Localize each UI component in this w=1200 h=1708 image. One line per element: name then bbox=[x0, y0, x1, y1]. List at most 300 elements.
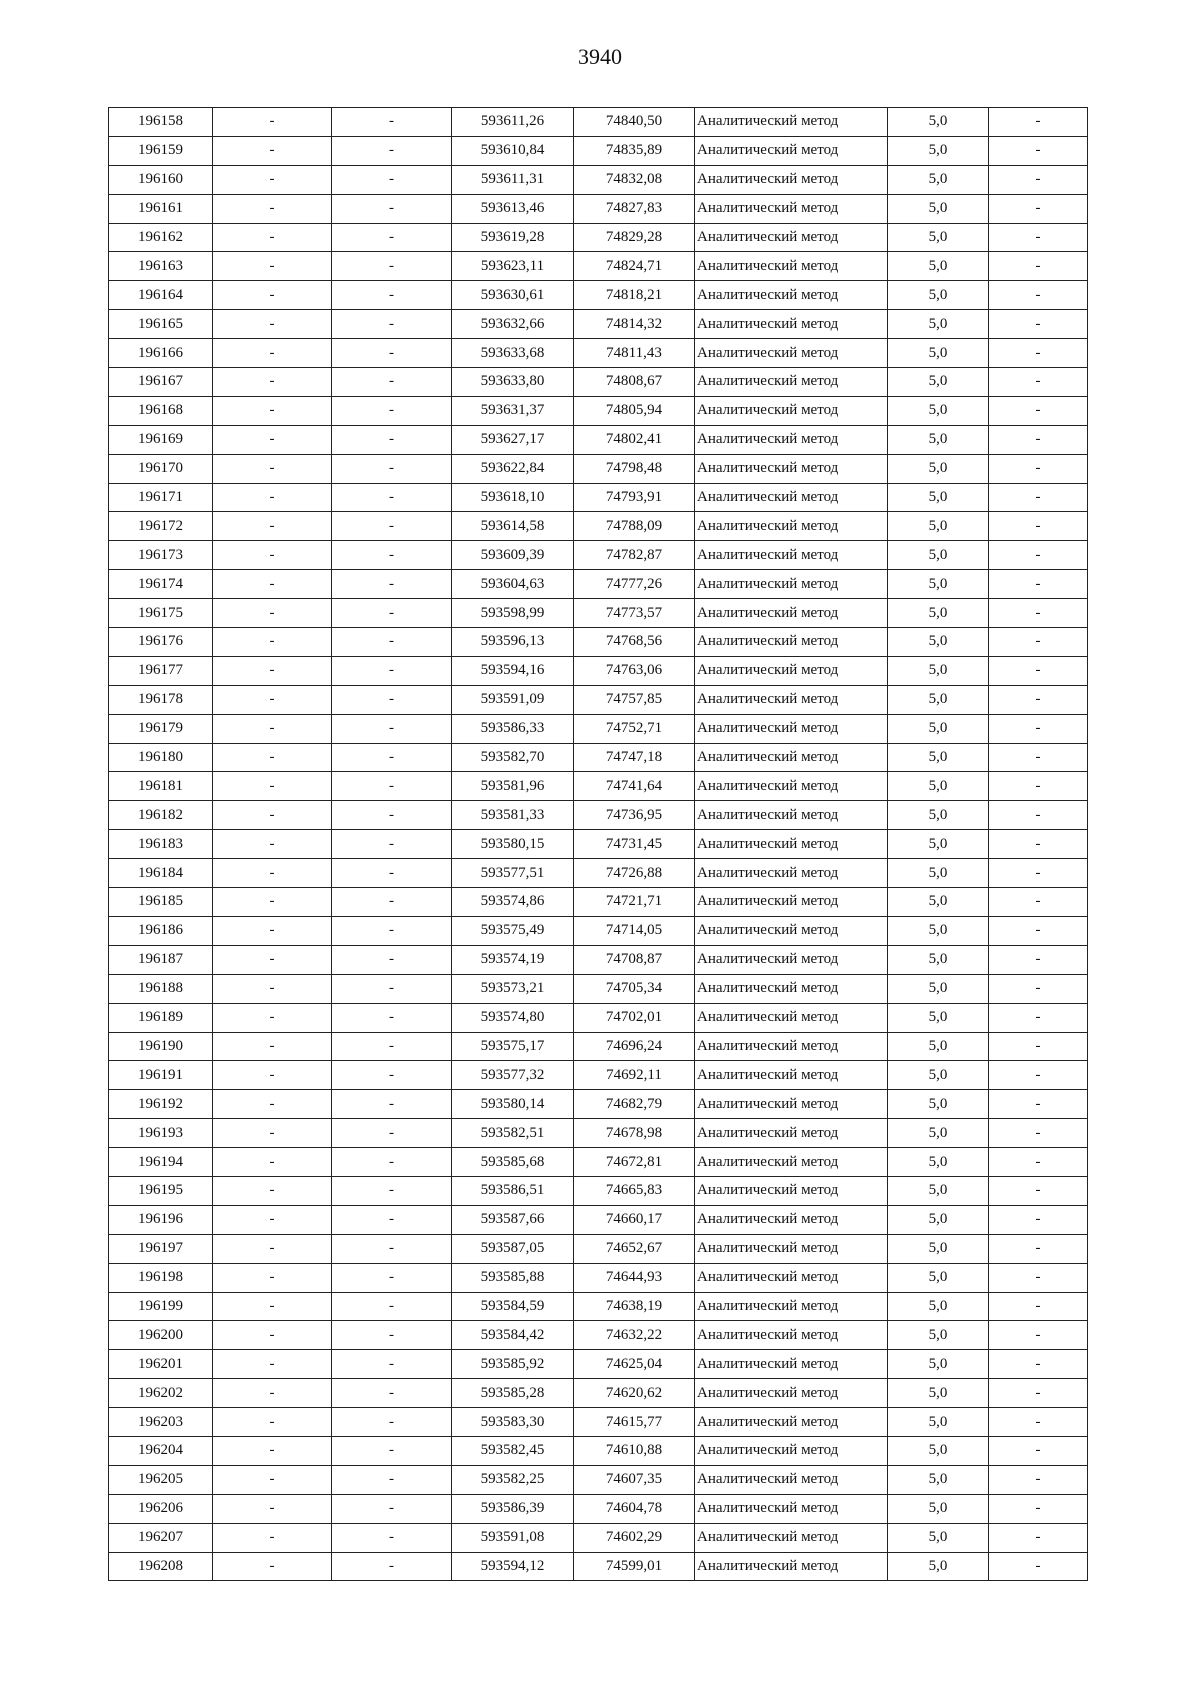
coordinate-y-cell: 74731,45 bbox=[574, 830, 695, 859]
coordinate-x-cell: 593584,59 bbox=[452, 1292, 574, 1321]
coordinate-y-cell: 74615,77 bbox=[574, 1408, 695, 1437]
method-cell: Аналитический метод bbox=[695, 136, 888, 165]
accuracy-cell: 5,0 bbox=[888, 1552, 989, 1581]
coordinate-x-cell: 593585,88 bbox=[452, 1263, 574, 1292]
empty-value-cell: - bbox=[213, 165, 332, 194]
point-number-cell: 196206 bbox=[109, 1494, 213, 1523]
coordinate-x-cell: 593614,58 bbox=[452, 512, 574, 541]
table-row bbox=[109, 628, 1088, 657]
accuracy-cell: 5,0 bbox=[888, 714, 989, 743]
table-row bbox=[109, 945, 1088, 974]
accuracy-cell: 5,0 bbox=[888, 1003, 989, 1032]
method-cell: Аналитический метод bbox=[695, 281, 888, 310]
point-number-cell: 196188 bbox=[109, 974, 213, 1003]
point-number-cell: 196189 bbox=[109, 1003, 213, 1032]
point-number-cell: 196205 bbox=[109, 1465, 213, 1494]
method-cell: Аналитический метод bbox=[695, 1408, 888, 1437]
coordinate-x-cell: 593581,96 bbox=[452, 772, 574, 801]
table-row bbox=[109, 425, 1088, 454]
coordinate-y-cell: 74625,04 bbox=[574, 1350, 695, 1379]
empty-value-cell: - bbox=[989, 396, 1088, 425]
table-row bbox=[109, 1321, 1088, 1350]
coordinate-x-cell: 593573,21 bbox=[452, 974, 574, 1003]
accuracy-cell: 5,0 bbox=[888, 165, 989, 194]
empty-value-cell: - bbox=[213, 656, 332, 685]
empty-value-cell: - bbox=[213, 743, 332, 772]
accuracy-cell: 5,0 bbox=[888, 570, 989, 599]
accuracy-cell: 5,0 bbox=[888, 1408, 989, 1437]
coordinate-y-cell: 74604,78 bbox=[574, 1494, 695, 1523]
empty-value-cell: - bbox=[989, 830, 1088, 859]
point-number-cell: 196196 bbox=[109, 1205, 213, 1234]
accuracy-cell: 5,0 bbox=[888, 1148, 989, 1177]
empty-value-cell: - bbox=[332, 1379, 452, 1408]
empty-value-cell: - bbox=[989, 541, 1088, 570]
coordinate-x-cell: 593591,08 bbox=[452, 1523, 574, 1552]
coordinate-y-cell: 74752,71 bbox=[574, 714, 695, 743]
accuracy-cell: 5,0 bbox=[888, 830, 989, 859]
coordinate-x-cell: 593575,49 bbox=[452, 916, 574, 945]
method-cell: Аналитический метод bbox=[695, 888, 888, 917]
empty-value-cell: - bbox=[989, 368, 1088, 397]
table-row bbox=[109, 1234, 1088, 1263]
empty-value-cell: - bbox=[332, 1523, 452, 1552]
coordinate-x-cell: 593633,80 bbox=[452, 368, 574, 397]
empty-value-cell: - bbox=[989, 656, 1088, 685]
accuracy-cell: 5,0 bbox=[888, 1523, 989, 1552]
empty-value-cell: - bbox=[213, 888, 332, 917]
empty-value-cell: - bbox=[213, 194, 332, 223]
point-number-cell: 196197 bbox=[109, 1234, 213, 1263]
empty-value-cell: - bbox=[989, 859, 1088, 888]
point-number-cell: 196195 bbox=[109, 1176, 213, 1205]
accuracy-cell: 5,0 bbox=[888, 888, 989, 917]
accuracy-cell: 5,0 bbox=[888, 685, 989, 714]
point-number-cell: 196158 bbox=[109, 108, 213, 137]
table-row bbox=[109, 310, 1088, 339]
accuracy-cell: 5,0 bbox=[888, 310, 989, 339]
table-row bbox=[109, 339, 1088, 368]
accuracy-cell: 5,0 bbox=[888, 801, 989, 830]
coordinate-x-cell: 593585,68 bbox=[452, 1148, 574, 1177]
coordinate-y-cell: 74741,64 bbox=[574, 772, 695, 801]
point-number-cell: 196176 bbox=[109, 628, 213, 657]
empty-value-cell: - bbox=[332, 1061, 452, 1090]
empty-value-cell: - bbox=[989, 685, 1088, 714]
table-row bbox=[109, 1523, 1088, 1552]
table-row bbox=[109, 656, 1088, 685]
empty-value-cell: - bbox=[332, 772, 452, 801]
empty-value-cell: - bbox=[989, 223, 1088, 252]
point-number-cell: 196172 bbox=[109, 512, 213, 541]
coordinate-x-cell: 593594,16 bbox=[452, 656, 574, 685]
method-cell: Аналитический метод bbox=[695, 1523, 888, 1552]
empty-value-cell: - bbox=[989, 425, 1088, 454]
empty-value-cell: - bbox=[213, 1552, 332, 1581]
empty-value-cell: - bbox=[989, 252, 1088, 281]
coordinate-x-cell: 593580,15 bbox=[452, 830, 574, 859]
coordinate-y-cell: 74814,32 bbox=[574, 310, 695, 339]
point-number-cell: 196179 bbox=[109, 714, 213, 743]
accuracy-cell: 5,0 bbox=[888, 743, 989, 772]
method-cell: Аналитический метод bbox=[695, 512, 888, 541]
method-cell: Аналитический метод bbox=[695, 310, 888, 339]
point-number-cell: 196185 bbox=[109, 888, 213, 917]
empty-value-cell: - bbox=[989, 1436, 1088, 1465]
accuracy-cell: 5,0 bbox=[888, 1032, 989, 1061]
method-cell: Аналитический метод bbox=[695, 656, 888, 685]
accuracy-cell: 5,0 bbox=[888, 1379, 989, 1408]
coordinate-y-cell: 74620,62 bbox=[574, 1379, 695, 1408]
coordinate-x-cell: 593609,39 bbox=[452, 541, 574, 570]
coordinate-x-cell: 593586,51 bbox=[452, 1176, 574, 1205]
empty-value-cell: - bbox=[989, 1003, 1088, 1032]
point-number-cell: 196170 bbox=[109, 454, 213, 483]
coordinate-y-cell: 74829,28 bbox=[574, 223, 695, 252]
table-row bbox=[109, 1436, 1088, 1465]
empty-value-cell: - bbox=[989, 772, 1088, 801]
coordinate-y-cell: 74652,67 bbox=[574, 1234, 695, 1263]
coordinate-y-cell: 74678,98 bbox=[574, 1119, 695, 1148]
empty-value-cell: - bbox=[332, 1032, 452, 1061]
method-cell: Аналитический метод bbox=[695, 1465, 888, 1494]
method-cell: Аналитический метод bbox=[695, 772, 888, 801]
empty-value-cell: - bbox=[332, 656, 452, 685]
coordinate-x-cell: 593582,51 bbox=[452, 1119, 574, 1148]
coordinate-y-cell: 74602,29 bbox=[574, 1523, 695, 1552]
coordinate-x-cell: 593630,61 bbox=[452, 281, 574, 310]
empty-value-cell: - bbox=[213, 801, 332, 830]
empty-value-cell: - bbox=[332, 945, 452, 974]
accuracy-cell: 5,0 bbox=[888, 1061, 989, 1090]
empty-value-cell: - bbox=[213, 714, 332, 743]
table-row bbox=[109, 1003, 1088, 1032]
coordinate-y-cell: 74607,35 bbox=[574, 1465, 695, 1494]
method-cell: Аналитический метод bbox=[695, 1436, 888, 1465]
empty-value-cell: - bbox=[989, 454, 1088, 483]
empty-value-cell: - bbox=[332, 1263, 452, 1292]
point-number-cell: 196166 bbox=[109, 339, 213, 368]
empty-value-cell: - bbox=[989, 888, 1088, 917]
empty-value-cell: - bbox=[332, 1321, 452, 1350]
empty-value-cell: - bbox=[989, 945, 1088, 974]
coordinates-table bbox=[108, 107, 1088, 1581]
point-number-cell: 196178 bbox=[109, 685, 213, 714]
method-cell: Аналитический метод bbox=[695, 1176, 888, 1205]
coordinate-y-cell: 74773,57 bbox=[574, 599, 695, 628]
point-number-cell: 196169 bbox=[109, 425, 213, 454]
accuracy-cell: 5,0 bbox=[888, 974, 989, 1003]
coordinate-y-cell: 74599,01 bbox=[574, 1552, 695, 1581]
coordinate-y-cell: 74702,01 bbox=[574, 1003, 695, 1032]
accuracy-cell: 5,0 bbox=[888, 1234, 989, 1263]
accuracy-cell: 5,0 bbox=[888, 1119, 989, 1148]
point-number-cell: 196202 bbox=[109, 1379, 213, 1408]
coordinate-x-cell: 593587,05 bbox=[452, 1234, 574, 1263]
method-cell: Аналитический метод bbox=[695, 685, 888, 714]
empty-value-cell: - bbox=[989, 1061, 1088, 1090]
method-cell: Аналитический метод bbox=[695, 252, 888, 281]
empty-value-cell: - bbox=[332, 1494, 452, 1523]
point-number-cell: 196165 bbox=[109, 310, 213, 339]
empty-value-cell: - bbox=[989, 1119, 1088, 1148]
empty-value-cell: - bbox=[213, 1148, 332, 1177]
table-row bbox=[109, 1465, 1088, 1494]
point-number-cell: 196184 bbox=[109, 859, 213, 888]
empty-value-cell: - bbox=[989, 570, 1088, 599]
accuracy-cell: 5,0 bbox=[888, 1176, 989, 1205]
empty-value-cell: - bbox=[989, 310, 1088, 339]
method-cell: Аналитический метод bbox=[695, 916, 888, 945]
method-cell: Аналитический метод bbox=[695, 599, 888, 628]
point-number-cell: 196198 bbox=[109, 1263, 213, 1292]
coordinate-x-cell: 593585,92 bbox=[452, 1350, 574, 1379]
point-number-cell: 196190 bbox=[109, 1032, 213, 1061]
accuracy-cell: 5,0 bbox=[888, 1205, 989, 1234]
coordinate-y-cell: 74811,43 bbox=[574, 339, 695, 368]
coordinate-x-cell: 593574,86 bbox=[452, 888, 574, 917]
coordinate-x-cell: 593575,17 bbox=[452, 1032, 574, 1061]
empty-value-cell: - bbox=[989, 1263, 1088, 1292]
coordinate-y-cell: 74840,50 bbox=[574, 108, 695, 137]
empty-value-cell: - bbox=[332, 310, 452, 339]
table-row bbox=[109, 714, 1088, 743]
coordinate-x-cell: 593574,19 bbox=[452, 945, 574, 974]
accuracy-cell: 5,0 bbox=[888, 368, 989, 397]
coordinate-y-cell: 74788,09 bbox=[574, 512, 695, 541]
point-number-cell: 196203 bbox=[109, 1408, 213, 1437]
empty-value-cell: - bbox=[989, 714, 1088, 743]
empty-value-cell: - bbox=[213, 1090, 332, 1119]
table-row bbox=[109, 1090, 1088, 1119]
empty-value-cell: - bbox=[332, 1205, 452, 1234]
method-cell: Аналитический метод bbox=[695, 165, 888, 194]
accuracy-cell: 5,0 bbox=[888, 396, 989, 425]
coordinate-y-cell: 74757,85 bbox=[574, 685, 695, 714]
empty-value-cell: - bbox=[213, 1263, 332, 1292]
empty-value-cell: - bbox=[213, 1465, 332, 1494]
method-cell: Аналитический метод bbox=[695, 974, 888, 1003]
coordinate-y-cell: 74638,19 bbox=[574, 1292, 695, 1321]
method-cell: Аналитический метод bbox=[695, 108, 888, 137]
accuracy-cell: 5,0 bbox=[888, 916, 989, 945]
method-cell: Аналитический метод bbox=[695, 1148, 888, 1177]
coordinate-x-cell: 593584,42 bbox=[452, 1321, 574, 1350]
table-row bbox=[109, 483, 1088, 512]
empty-value-cell: - bbox=[213, 483, 332, 512]
empty-value-cell: - bbox=[989, 1465, 1088, 1494]
empty-value-cell: - bbox=[989, 1292, 1088, 1321]
table-row bbox=[109, 1350, 1088, 1379]
table-row bbox=[109, 1552, 1088, 1581]
empty-value-cell: - bbox=[989, 1032, 1088, 1061]
accuracy-cell: 5,0 bbox=[888, 339, 989, 368]
empty-value-cell: - bbox=[332, 1350, 452, 1379]
table-row bbox=[109, 743, 1088, 772]
empty-value-cell: - bbox=[332, 368, 452, 397]
coordinate-y-cell: 74798,48 bbox=[574, 454, 695, 483]
point-number-cell: 196186 bbox=[109, 916, 213, 945]
coordinate-x-cell: 593611,31 bbox=[452, 165, 574, 194]
empty-value-cell: - bbox=[989, 916, 1088, 945]
table-row bbox=[109, 599, 1088, 628]
empty-value-cell: - bbox=[332, 801, 452, 830]
coordinate-x-cell: 593611,26 bbox=[452, 108, 574, 137]
point-number-cell: 196193 bbox=[109, 1119, 213, 1148]
point-number-cell: 196174 bbox=[109, 570, 213, 599]
method-cell: Аналитический метод bbox=[695, 1350, 888, 1379]
table-row bbox=[109, 1176, 1088, 1205]
point-number-cell: 196177 bbox=[109, 656, 213, 685]
empty-value-cell: - bbox=[332, 108, 452, 137]
method-cell: Аналитический метод bbox=[695, 425, 888, 454]
empty-value-cell: - bbox=[332, 1465, 452, 1494]
table-row bbox=[109, 1032, 1088, 1061]
method-cell: Аналитический метод bbox=[695, 483, 888, 512]
method-cell: Аналитический метод bbox=[695, 1321, 888, 1350]
empty-value-cell: - bbox=[332, 916, 452, 945]
empty-value-cell: - bbox=[213, 541, 332, 570]
point-number-cell: 196182 bbox=[109, 801, 213, 830]
coordinate-y-cell: 74705,34 bbox=[574, 974, 695, 1003]
empty-value-cell: - bbox=[213, 685, 332, 714]
empty-value-cell: - bbox=[332, 1408, 452, 1437]
method-cell: Аналитический метод bbox=[695, 859, 888, 888]
coordinate-y-cell: 74802,41 bbox=[574, 425, 695, 454]
empty-value-cell: - bbox=[332, 685, 452, 714]
point-number-cell: 196161 bbox=[109, 194, 213, 223]
coordinate-y-cell: 74736,95 bbox=[574, 801, 695, 830]
empty-value-cell: - bbox=[213, 396, 332, 425]
empty-value-cell: - bbox=[332, 1552, 452, 1581]
empty-value-cell: - bbox=[989, 1408, 1088, 1437]
table-row bbox=[109, 570, 1088, 599]
empty-value-cell: - bbox=[213, 108, 332, 137]
coordinate-x-cell: 593581,33 bbox=[452, 801, 574, 830]
coordinate-x-cell: 593577,51 bbox=[452, 859, 574, 888]
accuracy-cell: 5,0 bbox=[888, 541, 989, 570]
method-cell: Аналитический метод bbox=[695, 570, 888, 599]
accuracy-cell: 5,0 bbox=[888, 1465, 989, 1494]
accuracy-cell: 5,0 bbox=[888, 1436, 989, 1465]
empty-value-cell: - bbox=[213, 570, 332, 599]
method-cell: Аналитический метод bbox=[695, 628, 888, 657]
method-cell: Аналитический метод bbox=[695, 714, 888, 743]
table-row bbox=[109, 1205, 1088, 1234]
method-cell: Аналитический метод bbox=[695, 454, 888, 483]
empty-value-cell: - bbox=[213, 916, 332, 945]
point-number-cell: 196204 bbox=[109, 1436, 213, 1465]
coordinate-x-cell: 593613,46 bbox=[452, 194, 574, 223]
empty-value-cell: - bbox=[989, 136, 1088, 165]
accuracy-cell: 5,0 bbox=[888, 656, 989, 685]
empty-value-cell: - bbox=[332, 281, 452, 310]
empty-value-cell: - bbox=[332, 1090, 452, 1119]
coordinate-y-cell: 74747,18 bbox=[574, 743, 695, 772]
coordinate-x-cell: 593587,66 bbox=[452, 1205, 574, 1234]
empty-value-cell: - bbox=[213, 1292, 332, 1321]
empty-value-cell: - bbox=[213, 1436, 332, 1465]
method-cell: Аналитический метод bbox=[695, 945, 888, 974]
empty-value-cell: - bbox=[213, 628, 332, 657]
table-row bbox=[109, 830, 1088, 859]
table-row bbox=[109, 859, 1088, 888]
coordinate-y-cell: 74835,89 bbox=[574, 136, 695, 165]
accuracy-cell: 5,0 bbox=[888, 859, 989, 888]
coordinate-y-cell: 74708,87 bbox=[574, 945, 695, 974]
coordinate-y-cell: 74660,17 bbox=[574, 1205, 695, 1234]
empty-value-cell: - bbox=[989, 628, 1088, 657]
method-cell: Аналитический метод bbox=[695, 1552, 888, 1581]
point-number-cell: 196194 bbox=[109, 1148, 213, 1177]
empty-value-cell: - bbox=[213, 454, 332, 483]
table-row bbox=[109, 916, 1088, 945]
coordinate-x-cell: 593610,84 bbox=[452, 136, 574, 165]
point-number-cell: 196159 bbox=[109, 136, 213, 165]
table-row bbox=[109, 165, 1088, 194]
method-cell: Аналитический метод bbox=[695, 801, 888, 830]
coordinate-y-cell: 74805,94 bbox=[574, 396, 695, 425]
method-cell: Аналитический метод bbox=[695, 830, 888, 859]
empty-value-cell: - bbox=[213, 368, 332, 397]
table-row bbox=[109, 1408, 1088, 1437]
table-row bbox=[109, 396, 1088, 425]
empty-value-cell: - bbox=[332, 396, 452, 425]
empty-value-cell: - bbox=[989, 1523, 1088, 1552]
point-number-cell: 196167 bbox=[109, 368, 213, 397]
coordinate-y-cell: 74793,91 bbox=[574, 483, 695, 512]
accuracy-cell: 5,0 bbox=[888, 1350, 989, 1379]
method-cell: Аналитический метод bbox=[695, 223, 888, 252]
empty-value-cell: - bbox=[332, 1148, 452, 1177]
empty-value-cell: - bbox=[213, 1119, 332, 1148]
empty-value-cell: - bbox=[213, 1032, 332, 1061]
accuracy-cell: 5,0 bbox=[888, 281, 989, 310]
empty-value-cell: - bbox=[213, 252, 332, 281]
table-row bbox=[109, 1263, 1088, 1292]
coordinate-x-cell: 593618,10 bbox=[452, 483, 574, 512]
empty-value-cell: - bbox=[332, 628, 452, 657]
table-row bbox=[109, 223, 1088, 252]
table-row bbox=[109, 1379, 1088, 1408]
empty-value-cell: - bbox=[213, 425, 332, 454]
method-cell: Аналитический метод bbox=[695, 339, 888, 368]
table-row bbox=[109, 512, 1088, 541]
coordinate-y-cell: 74696,24 bbox=[574, 1032, 695, 1061]
empty-value-cell: - bbox=[213, 1176, 332, 1205]
table-row bbox=[109, 281, 1088, 310]
coordinate-x-cell: 593632,66 bbox=[452, 310, 574, 339]
method-cell: Аналитический метод bbox=[695, 194, 888, 223]
coordinate-y-cell: 74818,21 bbox=[574, 281, 695, 310]
accuracy-cell: 5,0 bbox=[888, 108, 989, 137]
empty-value-cell: - bbox=[213, 281, 332, 310]
accuracy-cell: 5,0 bbox=[888, 483, 989, 512]
empty-value-cell: - bbox=[332, 194, 452, 223]
coordinate-x-cell: 593580,14 bbox=[452, 1090, 574, 1119]
method-cell: Аналитический метод bbox=[695, 1379, 888, 1408]
empty-value-cell: - bbox=[213, 1003, 332, 1032]
table-row bbox=[109, 1119, 1088, 1148]
empty-value-cell: - bbox=[332, 252, 452, 281]
empty-value-cell: - bbox=[989, 1234, 1088, 1263]
empty-value-cell: - bbox=[332, 136, 452, 165]
coordinate-x-cell: 593582,25 bbox=[452, 1465, 574, 1494]
table-row bbox=[109, 136, 1088, 165]
point-number-cell: 196164 bbox=[109, 281, 213, 310]
empty-value-cell: - bbox=[213, 136, 332, 165]
accuracy-cell: 5,0 bbox=[888, 194, 989, 223]
